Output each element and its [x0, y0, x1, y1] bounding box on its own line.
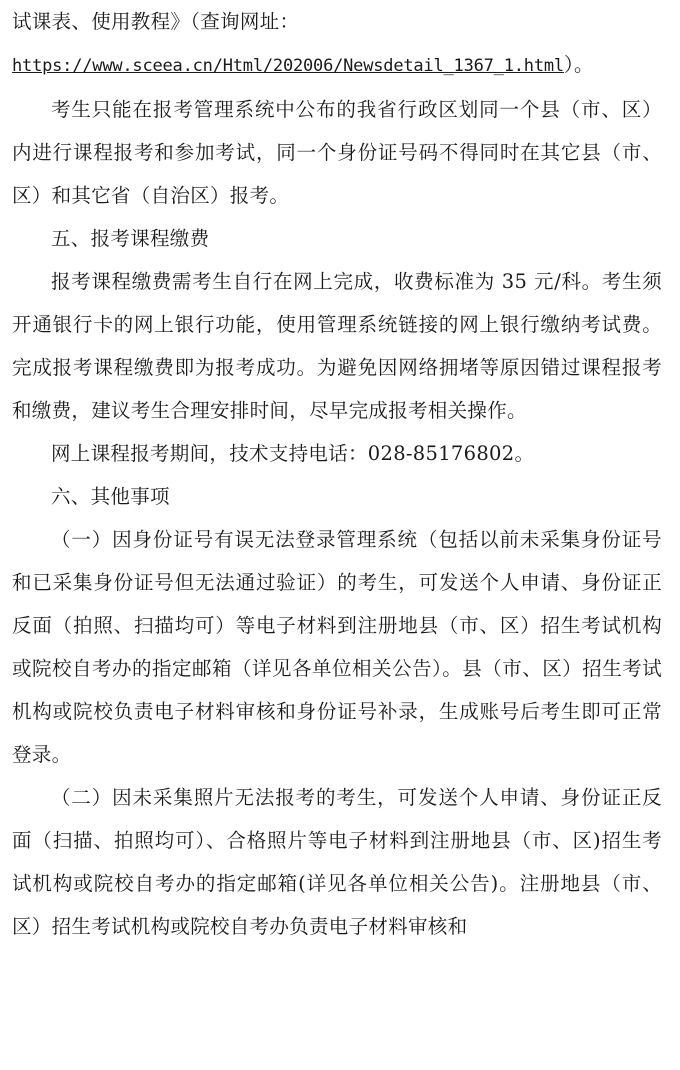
- heading-text: 五、报考课程缴费: [51, 227, 210, 250]
- heading-section-six: [12, 475, 662, 518]
- paragraph-continuation: [12, 0, 662, 43]
- query-url-link[interactable]: https://www.sceea.cn/Html/202006/Newsdetail_1367_1.html: [12, 56, 564, 76]
- paragraph-text: 报考课程缴费需考生自行在网上完成，收费标准为 35 元/科。考生须开通银行卡的网上银行功能，使用管理系统链接的网上银行缴纳考试费。完成报考课程缴费即为报考成功。为避免因网络拥堵等原因错过课程报考和缴费，建议考生合理安排时间，尽早完成报考相关操作。: [12, 270, 662, 422]
- paragraph-text: 考生只能在报考管理系统中公布的我省行政区划同一个县（市、区）内进行课程报考和参加考试，同一个身份证号码不得同时在其它县（市、区）和其它省（自治区）报考。: [12, 98, 662, 207]
- paragraph-item-two: [12, 776, 662, 948]
- paragraph-url: [12, 43, 662, 88]
- paragraph-tech-support: [12, 432, 662, 475]
- paragraph-text: （二）因未采集照片无法报考的考生，可发送个人申请、身份证正反面（扫描、拍照均可）、合格照片等电子材料到注册地县（市、区)招生考试机构或院校自考办的指定邮箱(详见各单位相关公告)。注册地县（市、区）招生考试机构或院校自考办负责电子材料审核和: [12, 786, 662, 938]
- paragraph-payment-details: [12, 260, 662, 432]
- heading-section-five: [12, 217, 662, 260]
- paragraph-text: 网上课程报考期间，技术支持电话：028-85176802。: [51, 442, 535, 465]
- url-trailing-punctuation: ）。: [563, 53, 594, 76]
- paragraph-item-one: [12, 518, 662, 776]
- heading-text: 六、其他事项: [51, 485, 170, 508]
- paragraph-text: （一）因身份证号有误无法登录管理系统（包括以前未采集身份证号和已采集身份证号但无法通过验证）的考生，可发送个人申请、身份证正反面（拍照、扫描均可）等电子材料到注册地县（市、区）招生考试机构或院校自考办的指定邮箱（详见各单位相关公告）。县（市、区）招生考试机构或院校负责电子材料审核和身份证号补录，生成账号后考生即可正常登录。: [12, 528, 662, 766]
- paragraph-county-restriction: [12, 88, 662, 217]
- paragraph-text: 试课表、使用教程》（查询网址：: [12, 10, 300, 33]
